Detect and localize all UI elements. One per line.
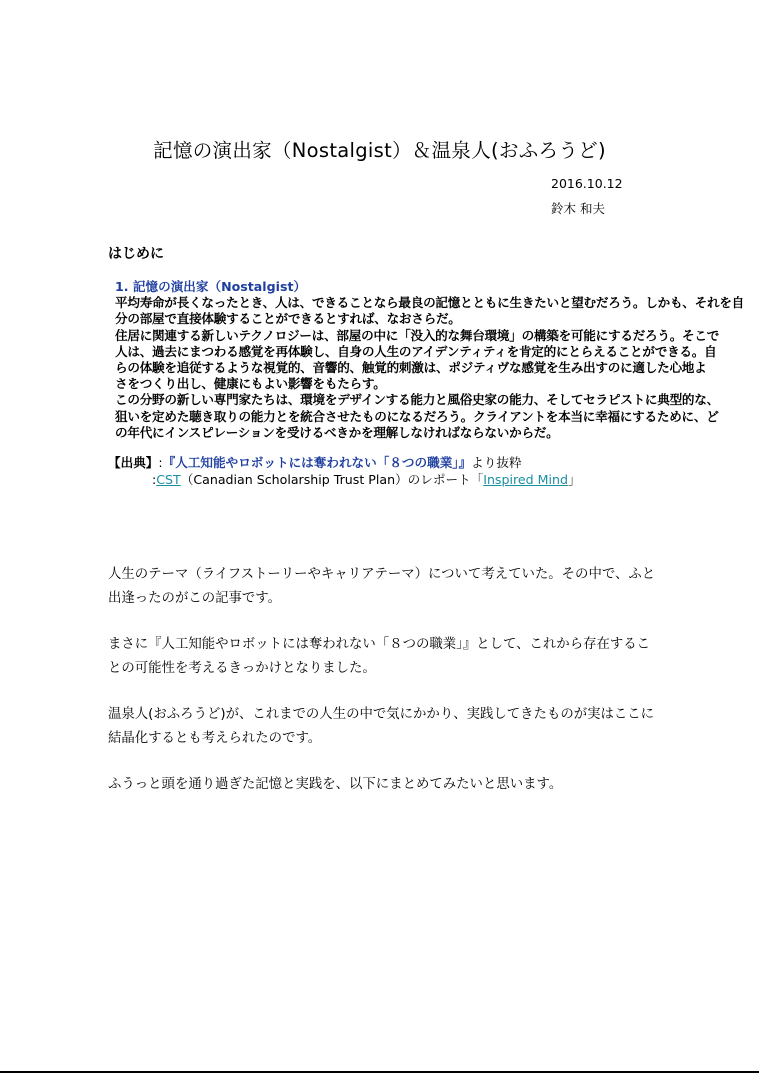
paragraph xyxy=(108,773,668,797)
paragraph-line: 結晶化するとも考えられたのです。 xyxy=(108,731,322,746)
paragraph xyxy=(108,633,668,681)
intro-heading: はじめに xyxy=(108,246,164,262)
paragraph-line: ふうっと頭を通り過ぎた記憶と実践を、以下にまとめてみたいと思います。 xyxy=(108,777,563,792)
book-suffix: より抜粋 xyxy=(471,455,522,470)
bottom-rule xyxy=(0,1071,759,1073)
inspired-mind-link[interactable]: Inspired Mind xyxy=(483,472,568,487)
document-date: 2016.10.12 xyxy=(551,176,623,191)
paragraph-line: との可能性を考えるきっかけとなりました。 xyxy=(108,661,376,676)
source-tag: 【出典】 xyxy=(108,455,159,470)
source-citation xyxy=(108,454,728,488)
document-author: 鈴木 和夫 xyxy=(551,201,605,216)
report-close-bracket: 」 xyxy=(567,472,581,487)
paragraph xyxy=(108,703,668,751)
source-colon: : xyxy=(158,455,163,470)
section-line: 住居に関連する新しいテクノロジーは、部屋の中に「没入的な舞台環境」の構築を可能にするだろう。そこで xyxy=(115,327,720,343)
cst-description: （Canadian Scholarship Trust Plan）のレポート「 xyxy=(180,472,484,487)
section-line: 平均寿命が長くなったとき、人は、できることなら最良の記憶とともに生きたいと望むだろう。しかも、それを自 xyxy=(115,295,745,311)
paragraph-line: 出逢ったのがこの記事です。 xyxy=(108,591,282,606)
body-text xyxy=(108,563,668,819)
quoted-section xyxy=(115,279,745,441)
section-line: 狙いを定めた聴き取りの能力とを統合させたものになるだろう。クライアントを本当に幸福にするために、ど xyxy=(115,408,719,424)
document-title: 記憶の演出家（Nostalgist）＆温泉人(おふろうど) xyxy=(153,139,606,162)
paragraph-line: 温泉人(おふろうど)が、これまでの人生の中で気にかかり、実践してきたものが実はここに xyxy=(108,707,655,722)
paragraph-line: 人生のテーマ（ライフストーリーやキャリアテーマ）について考えていた。その中で、ふと xyxy=(108,567,656,582)
source-row-book xyxy=(108,454,728,471)
section-line: らの体験を追従するような視覚的、音響的、触覚的刺激は、ポジティヴな感覚を生み出すのに適した心地よ xyxy=(115,360,707,376)
section-line: この分野の新しい専門家たちは、環境をデザインする能力と風俗史家の能力、そしてセラピストに典型的な、 xyxy=(115,392,719,408)
section-title: 1. 記憶の演出家（Nostalgist） xyxy=(115,279,307,294)
section-line: 分の部屋で直接体験することができるとすれば、なおさらだ。 xyxy=(115,311,461,327)
paragraph xyxy=(108,563,668,611)
section-line: の年代にインスピレーションを受けるべきかを理解しなければならないからだ。 xyxy=(115,424,559,440)
cst-link[interactable]: CST xyxy=(156,472,181,487)
source-colon: : xyxy=(152,472,157,487)
paragraph-line: まさに『人工知能やロボットには奪われない「８つの職業」』として、これから存在するこ xyxy=(108,637,651,652)
book-title: 『人工知能やロボットには奪われない「８つの職業」』 xyxy=(162,455,472,470)
source-row-report xyxy=(108,471,728,488)
section-line: 人は、過去にまつわる感覚を再体験し、自身の人生のアイデンティティを肯定的にとらえることができる。自 xyxy=(115,343,717,359)
section-line: さをつくり出し、健康にもよい影響をもたらす。 xyxy=(115,376,386,392)
